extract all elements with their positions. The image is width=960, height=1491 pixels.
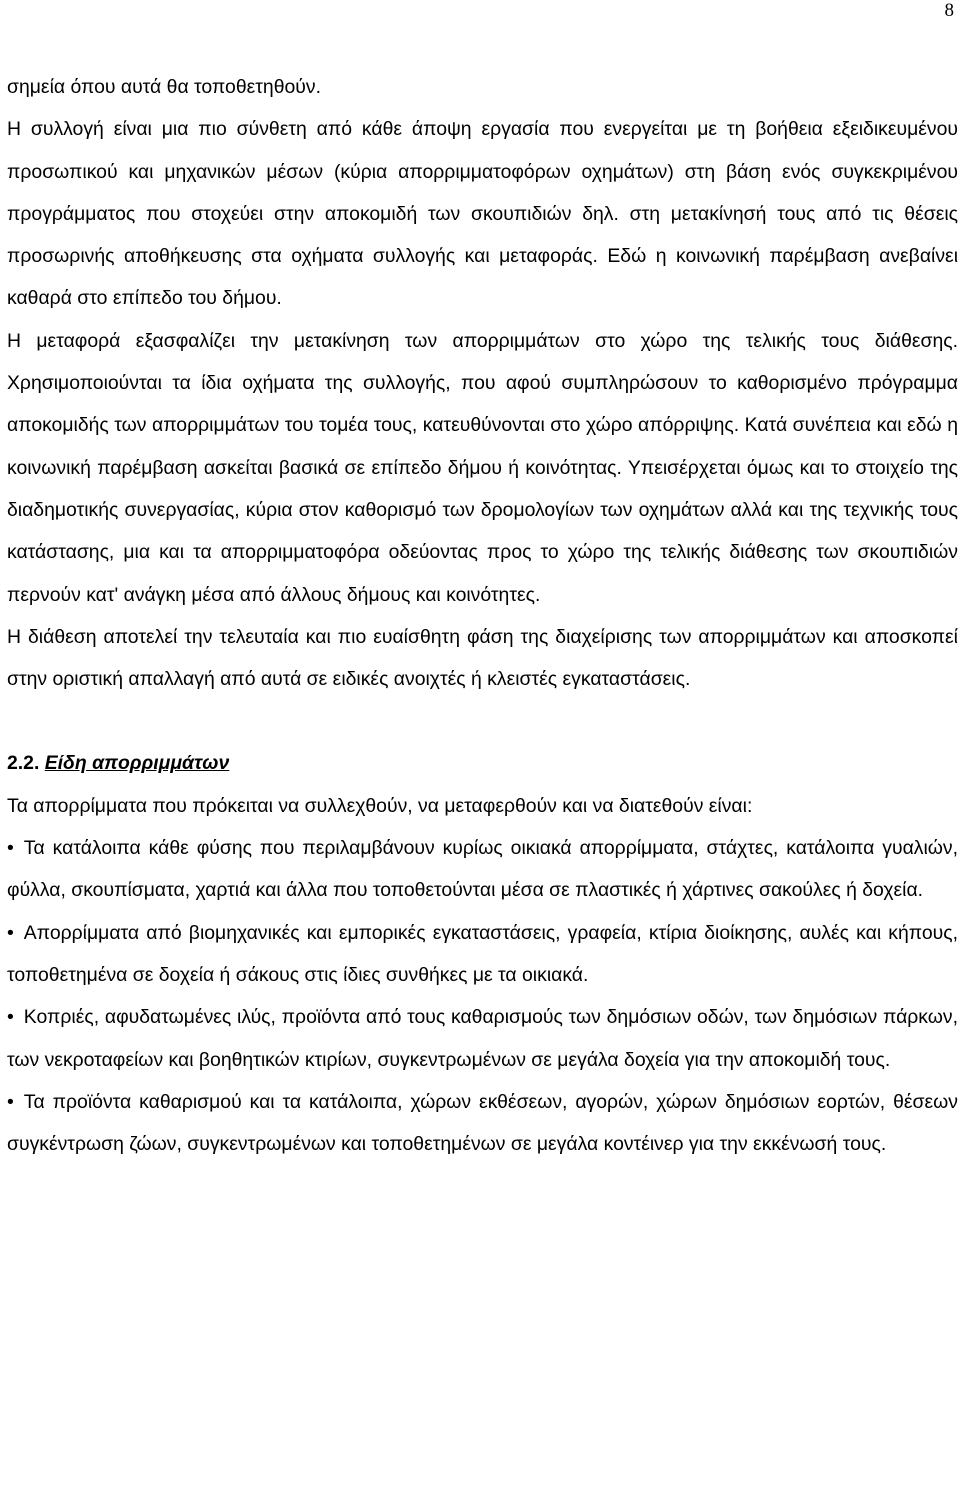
paragraph-continuation: σημεία όπου αυτά θα τοποθετηθούν.: [7, 76, 321, 98]
paragraph-transport: Η μεταφορά εξασφαλίζει την μετακίνηση των απορριμμάτων στο χώρο της τελικής τους διάθεσης. Χρησιμοποιούνται τα ίδια οχήματα της συλλογής, που αφού συμπληρώσουν το καθορισμένο πρόγραμμα αποκομιδής των απορριμμάτων του τομέα τους, κατευθύνονται στο χώρο απόρριψης. Κατά συνέπεια και εδώ η κοινωνική παρέμβαση ασκείται βασικά σε επίπεδο δήμου ή κοινότητας. Υπεισέρχεται όμως και το στοιχείο της διαδημοτικής συνεργασίας, κύρια στον καθορισμό των δρομολογίων των οχημάτων αλλά και της τεχνικής τους κατάστασης, μια και τα απορριμματοφόρα οδεύοντας προς το χώρο της τελικής διάθεσης των σκουπιδιών περνούν κατ' ανάγκη μέσα από άλλους δήμους και κοινότητες.: [7, 329, 958, 606]
list-item: [7, 827, 958, 912]
bullet-icon: •: [7, 1090, 14, 1113]
list-item-text: Κοπριές, αφυδατωμένες ιλύς, προϊόντα από τους καθαρισμούς των δημόσιων οδών, των δημόσιων πάρκων, των νεκροταφείων και βοηθητικών κτιρίων, συγκεντρωμένων σε μεγάλα δοχεία για την αποκομιδή τους.: [7, 1006, 958, 1071]
list-item: [7, 912, 958, 997]
paragraph-disposal: Η διάθεση αποτελεί την τελευταία και πιο ευαίσθητη φάση της διαχείρισης των απορριμμάτων και αποσκοπεί στην οριστική απαλλαγή από αυτά σε ειδικές ανοιχτές ή κλειστές εγκαταστάσεις.: [7, 625, 958, 691]
section-title: Είδη απορριμμάτων: [44, 752, 230, 775]
bullet-icon: •: [7, 1006, 14, 1029]
list-item-text: Τα κατάλοιπα κάθε φύσης που περιλαμβάνουν κυρίως οικιακά απορρίμματα, στάχτες, κατάλοιπα γυαλιών, φύλλα, σκουπίσματα, χαρτιά και άλλα που τοποθετούνται μέσα σε πλαστικές ή χάρτινες σακούλες ή δοχεία.: [7, 837, 958, 902]
paragraph-collection: Η συλλογή είναι μια πιο σύνθετη από κάθε άποψη εργασία που ενεργείται με τη βοήθεια εξειδικευμένου προσωπικού και μηχανικών μέσων (κύρια απορριμματοφόρων οχημάτων) στη βάση ενός συγκεκριμένου προγράμματος που στοχεύει στην αποκομιδή των σκουπιδιών δηλ. στη μετακίνησή τους από τις θέσεις προσωρινής αποθήκευσης στα οχήματα συλλογής και μεταφοράς. Εδώ η κοινωνική παρέμβαση ανεβαίνει καθαρά στο επίπεδο του δήμου.: [7, 118, 958, 310]
list-item: [7, 996, 958, 1081]
page-number: 8: [944, 0, 954, 21]
document-body: [7, 66, 958, 1165]
list-item-text: Τα προϊόντα καθαρισμού και τα κατάλοιπα, χώρων εκθέσεων, αγορών, χώρων δημόσιων εορτών, θέσεων συγκέντρωση ζώων, συγκεντρωμένων και τοποθετημένων σε μεγάλα κοντέινερ για την εκκένωσή τους.: [7, 1090, 958, 1156]
list-item: [7, 1081, 958, 1166]
list-item-text: Απορρίμματα από βιομηχανικές και εμπορικές εγκαταστάσεις, γραφεία, κτίρια διοίκησης, αυλές και κήπους, τοποθετημένα σε δοχεία ή σάκους στις ίδιες συνθήκες με τα οικιακά.: [7, 921, 958, 986]
bullet-icon: •: [7, 837, 14, 860]
section-intro: Τα απορρίμματα που πρόκειται να συλλεχθούν, να μεταφερθούν και να διατεθούν είναι:: [7, 794, 753, 817]
bullet-icon: •: [7, 921, 14, 944]
section-heading: [7, 742, 958, 784]
section-number: 2.2.: [7, 752, 40, 775]
